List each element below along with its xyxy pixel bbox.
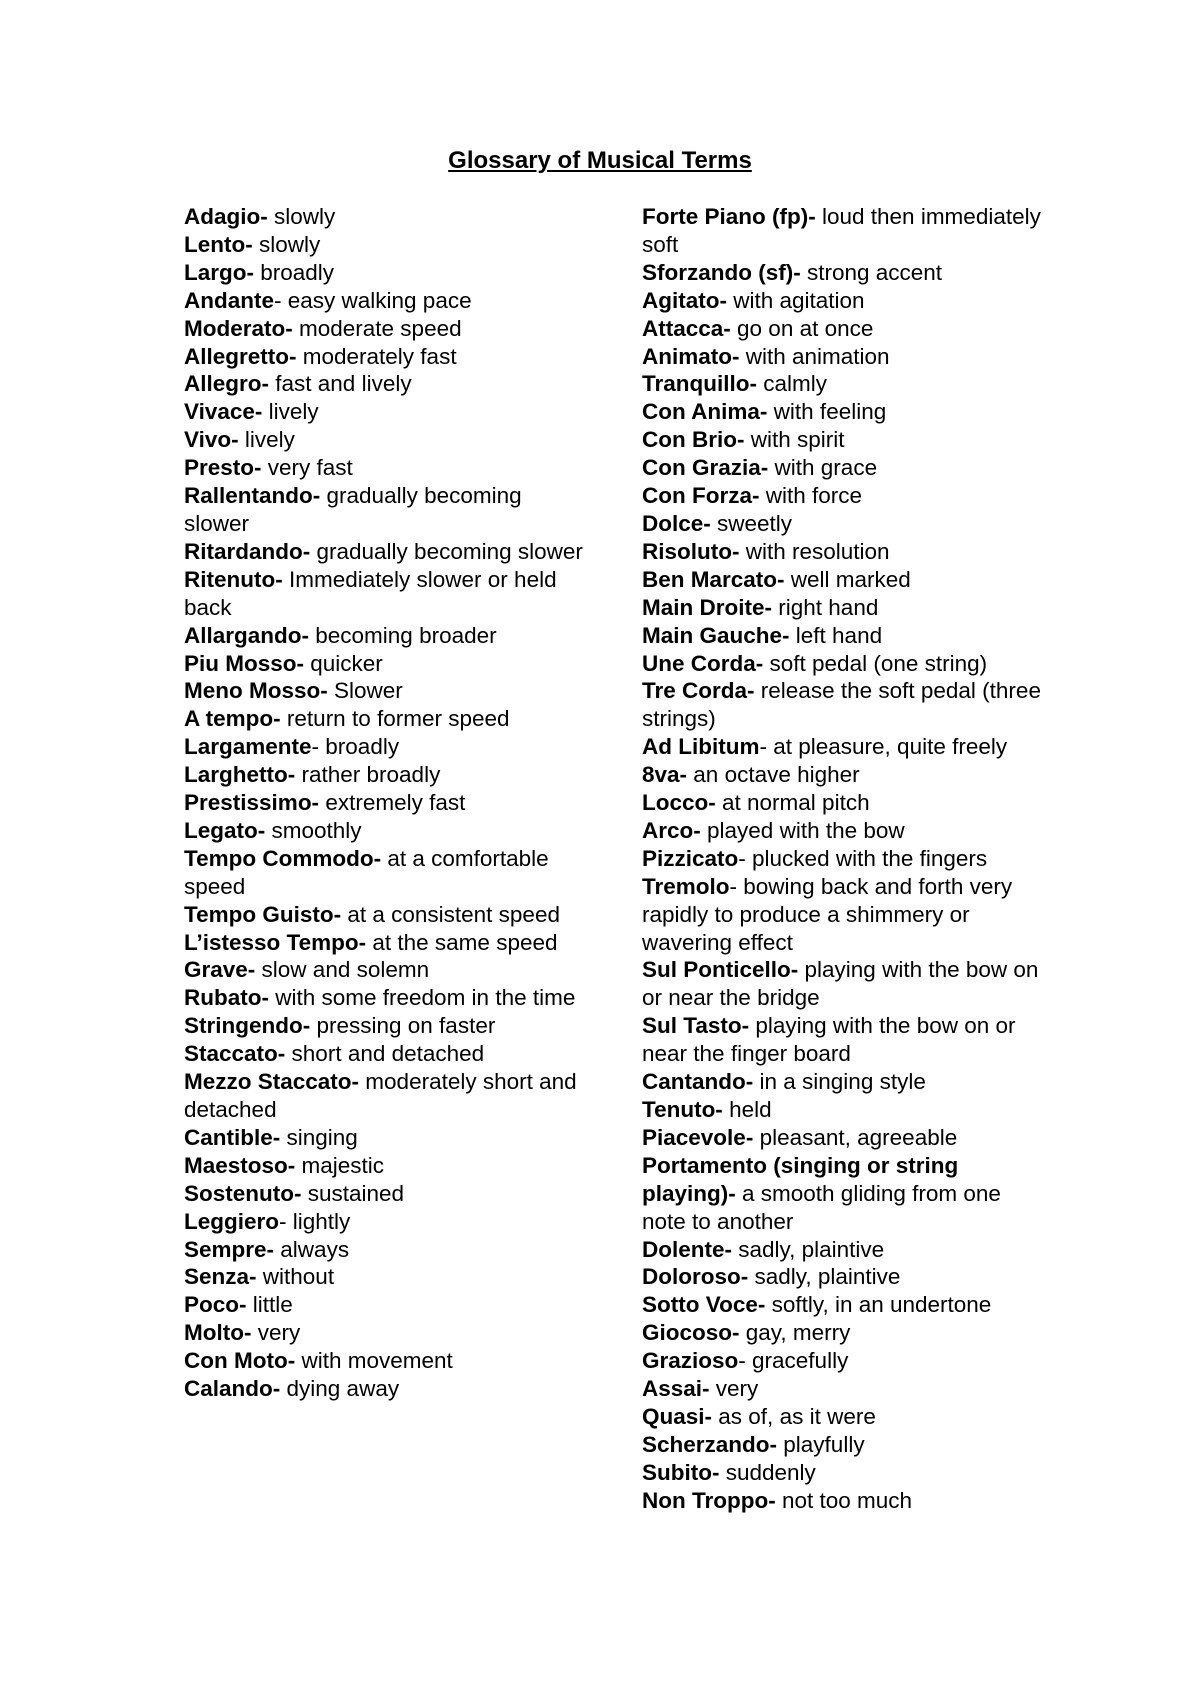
glossary-entry	[642, 873, 1047, 957]
glossary-term: Doloroso-	[642, 1264, 749, 1290]
glossary-term: Locco-	[642, 790, 716, 816]
glossary-term: Main Gauche-	[642, 622, 790, 648]
glossary-term: Molto-	[184, 1320, 252, 1346]
glossary-definition: fast and lively	[269, 371, 412, 397]
glossary-definition: gradually becoming slower	[310, 538, 583, 564]
glossary-definition: left hand	[789, 622, 883, 648]
glossary-entry	[184, 705, 584, 733]
glossary-definition: very	[709, 1376, 759, 1402]
glossary-term: Tremolo	[642, 873, 730, 899]
glossary-entry	[642, 789, 1047, 817]
glossary-entry	[642, 761, 1047, 789]
glossary-definition: dying away	[280, 1376, 400, 1402]
glossary-definition: moderately fast	[296, 343, 457, 369]
glossary-entry	[642, 398, 1047, 426]
glossary-entry	[184, 1152, 584, 1180]
glossary-definition: - bowing back and forth very rapidly to produce a shimmery or wavering effect	[642, 873, 1013, 955]
glossary-definition: moderate speed	[292, 315, 462, 341]
glossary-entry	[642, 510, 1047, 538]
glossary-term: Ad Libitum	[642, 734, 760, 760]
glossary-term: Forte Piano (fp)-	[642, 204, 816, 229]
glossary-definition: with feeling	[767, 399, 887, 425]
glossary-definition: at the same speed	[366, 929, 558, 955]
glossary-term: Calando-	[184, 1376, 281, 1402]
glossary-term: Con Anima-	[642, 399, 768, 425]
glossary-term: Vivace-	[184, 399, 263, 425]
glossary-definition: at normal pitch	[715, 790, 870, 816]
glossary-entry	[184, 929, 584, 957]
glossary-term: Piu Mosso-	[184, 650, 305, 676]
glossary-term: Con Moto-	[184, 1348, 296, 1374]
glossary-term: Tre Corda-	[642, 678, 755, 704]
glossary-entry	[184, 789, 584, 817]
glossary-term: Tempo Guisto-	[184, 901, 342, 927]
glossary-definition: quicker	[304, 650, 383, 676]
glossary-definition: very	[251, 1320, 301, 1346]
glossary-definition: pressing on faster	[310, 1013, 496, 1039]
glossary-term: Rallentando-	[184, 483, 321, 509]
glossary-entry	[642, 566, 1047, 594]
glossary-term: Risoluto-	[642, 538, 740, 564]
glossary-entry	[184, 845, 584, 901]
glossary-term: Senza-	[184, 1264, 257, 1290]
glossary-definition: with resolution	[739, 538, 890, 564]
glossary-term: Scherzando-	[642, 1431, 778, 1457]
glossary-definition: strong accent	[800, 259, 943, 285]
glossary-entry	[184, 454, 584, 482]
glossary-definition: softly, in an undertone	[765, 1292, 992, 1318]
glossary-term: Grave-	[184, 957, 256, 983]
glossary-term: Rubato-	[184, 985, 269, 1011]
glossary-definition: with force	[759, 483, 863, 509]
glossary-definition: slowly	[267, 204, 336, 229]
glossary-definition: slowly	[252, 231, 321, 257]
glossary-entry	[642, 1236, 1047, 1264]
glossary-term: Moderato-	[184, 315, 293, 341]
glossary-term: Vivo-	[184, 427, 239, 453]
glossary-term: Largamente	[184, 734, 312, 760]
glossary-definition: sustained	[301, 1180, 405, 1206]
glossary-entry	[184, 1236, 584, 1264]
glossary-definition: as of, as it were	[712, 1403, 876, 1429]
glossary-entry	[642, 343, 1047, 371]
glossary-entry	[642, 1431, 1047, 1459]
glossary-term: Sul Ponticello-	[642, 957, 799, 983]
glossary-definition: extremely fast	[319, 790, 466, 816]
glossary-definition: with spirit	[744, 427, 845, 453]
glossary-definition: soft pedal (one string)	[763, 650, 988, 676]
glossary-entry	[184, 1124, 584, 1152]
glossary-entry	[184, 343, 584, 371]
glossary-entry	[642, 1487, 1047, 1515]
glossary-entry	[642, 1152, 1047, 1236]
glossary-entry	[184, 566, 584, 622]
glossary-entry	[642, 594, 1047, 622]
glossary-entry	[184, 426, 584, 454]
glossary-entry	[184, 482, 584, 538]
glossary-definition: becoming broader	[309, 622, 497, 648]
glossary-definition: well marked	[784, 566, 911, 592]
glossary-definition: little	[246, 1292, 293, 1318]
glossary-term: Allargando-	[184, 622, 310, 648]
glossary-term: Piacevole-	[642, 1124, 754, 1150]
glossary-entry	[184, 1319, 584, 1347]
glossary-term: A tempo-	[184, 706, 281, 732]
glossary-term: Pizzicato	[642, 845, 739, 871]
glossary-entry	[642, 1068, 1047, 1096]
glossary-definition: at a consistent speed	[341, 901, 560, 927]
page-title: Glossary of Musical Terms	[448, 147, 752, 174]
glossary-entry	[184, 1208, 584, 1236]
glossary-entry	[642, 677, 1047, 733]
glossary-term: Maestoso-	[184, 1152, 296, 1178]
glossary-entry	[184, 1263, 584, 1291]
glossary-definition: sadly, plaintive	[732, 1236, 885, 1262]
glossary-definition: majestic	[295, 1152, 385, 1178]
glossary-term: Sotto Voce-	[642, 1292, 766, 1318]
glossary-entry	[184, 1012, 584, 1040]
glossary-term: Cantible-	[184, 1124, 281, 1150]
glossary-definition: Immediately slower or held back	[184, 566, 557, 620]
glossary-term: Portamento (singing or string playing)-	[642, 1152, 959, 1206]
glossary-entry	[184, 622, 584, 650]
glossary-entry	[184, 817, 584, 845]
glossary-entry	[184, 901, 584, 929]
glossary-entry	[642, 1459, 1047, 1487]
glossary-entry	[184, 1040, 584, 1068]
glossary-term: Larghetto-	[184, 762, 296, 788]
glossary-term: Prestissimo-	[184, 790, 320, 816]
glossary-definition: calmly	[757, 371, 828, 397]
glossary-definition: - lightly	[279, 1208, 351, 1234]
glossary-entry	[184, 538, 584, 566]
glossary-definition: with agitation	[726, 287, 865, 313]
glossary-entry	[642, 454, 1047, 482]
glossary-entry	[184, 1347, 584, 1375]
glossary-term: Arco-	[642, 817, 701, 843]
glossary-definition: without	[256, 1264, 335, 1290]
glossary-definition: gradually becoming slower	[184, 483, 522, 536]
glossary-entry	[184, 677, 584, 705]
glossary-entry	[642, 817, 1047, 845]
glossary-definition: lively	[238, 427, 295, 453]
glossary-term: Assai-	[642, 1376, 710, 1402]
glossary-definition: with animation	[739, 343, 890, 369]
glossary-definition: always	[274, 1236, 350, 1262]
glossary-entry	[184, 1291, 584, 1319]
glossary-definition: played with the bow	[700, 817, 905, 843]
glossary-definition: with some freedom in the time	[268, 985, 576, 1011]
glossary-term: Con Forza-	[642, 483, 760, 509]
glossary-term: Staccato-	[184, 1041, 286, 1067]
glossary-entry	[642, 203, 1047, 259]
glossary-term: Une Corda-	[642, 650, 764, 676]
glossary-term: L’istesso Tempo-	[184, 929, 367, 955]
glossary-entry	[184, 370, 584, 398]
glossary-entry	[642, 287, 1047, 315]
glossary-entry	[642, 1403, 1047, 1431]
glossary-definition: - gracefully	[738, 1348, 849, 1374]
glossary-entry	[642, 622, 1047, 650]
glossary-term: Subito-	[642, 1459, 720, 1485]
glossary-definition: sadly, plaintive	[748, 1264, 901, 1290]
glossary-entry	[642, 482, 1047, 510]
glossary-term: Dolente-	[642, 1236, 732, 1262]
glossary-definition: singing	[280, 1124, 358, 1150]
glossary-term: Andante	[184, 287, 274, 313]
glossary-definition: slow and solemn	[255, 957, 430, 983]
glossary-entry	[184, 1180, 584, 1208]
glossary-definition: suddenly	[719, 1459, 816, 1485]
glossary-column-right	[642, 203, 1047, 1515]
glossary-term: Agitato-	[642, 287, 727, 313]
glossary-term: Grazioso	[642, 1348, 739, 1374]
glossary-entry	[184, 650, 584, 678]
glossary-column-left	[184, 203, 584, 1403]
glossary-term: 8va-	[642, 762, 688, 788]
glossary-definition: with grace	[768, 455, 878, 481]
glossary-entry	[642, 1347, 1047, 1375]
glossary-term: Tenuto-	[642, 1097, 723, 1122]
glossary-term: Meno Mosso-	[184, 678, 328, 704]
glossary-entry	[642, 1291, 1047, 1319]
glossary-term: Ritenuto-	[184, 566, 283, 592]
glossary-entry	[184, 733, 584, 761]
glossary-definition: not too much	[775, 1487, 913, 1513]
glossary-definition: pleasant, agreeable	[753, 1124, 958, 1150]
glossary-definition: moderately short and detached	[184, 1069, 577, 1122]
glossary-definition: gay, merry	[739, 1320, 851, 1346]
glossary-entry	[642, 1012, 1047, 1068]
glossary-term: Cantando-	[642, 1069, 754, 1095]
glossary-entry	[184, 287, 584, 315]
glossary-term: Quasi-	[642, 1403, 713, 1429]
glossary-entry	[184, 984, 584, 1012]
glossary-term: Tranquillo-	[642, 371, 757, 397]
glossary-definition: right hand	[772, 594, 879, 620]
glossary-definition: a smooth gliding from one note to another	[642, 1180, 1001, 1234]
glossary-entry	[642, 845, 1047, 873]
glossary-term: Dolce-	[642, 510, 711, 536]
glossary-term: Sempre-	[184, 1236, 275, 1262]
glossary-term: Largo-	[184, 259, 254, 285]
glossary-term: Ritardando-	[184, 538, 311, 564]
glossary-term: Poco-	[184, 1292, 247, 1318]
glossary-entry	[184, 398, 584, 426]
glossary-definition: an octave higher	[687, 762, 860, 788]
glossary-term: Giocoso-	[642, 1320, 740, 1346]
glossary-definition: lively	[262, 399, 319, 425]
glossary-entry	[642, 1096, 1047, 1124]
glossary-term: Sul Tasto-	[642, 1013, 750, 1039]
glossary-definition: smoothly	[265, 817, 362, 843]
glossary-term: Legato-	[184, 817, 266, 843]
glossary-entry	[184, 231, 584, 259]
glossary-entry	[184, 259, 584, 287]
glossary-term: Tempo Commodo-	[184, 845, 382, 871]
glossary-entry	[642, 370, 1047, 398]
glossary-entry	[642, 1263, 1047, 1291]
glossary-definition: short and detached	[285, 1041, 485, 1067]
glossary-term: Mezzo Staccato-	[184, 1069, 360, 1095]
glossary-entry	[642, 1124, 1047, 1152]
glossary-entry	[184, 203, 584, 231]
glossary-term: Stringendo-	[184, 1013, 311, 1039]
glossary-entry	[642, 1375, 1047, 1403]
glossary-definition: sweetly	[710, 510, 793, 536]
glossary-term: Animato-	[642, 343, 740, 369]
glossary-entry	[642, 315, 1047, 343]
glossary-definition: rather broadly	[295, 762, 441, 788]
glossary-definition: - plucked with the fingers	[738, 845, 988, 871]
glossary-term: Ben Marcato-	[642, 566, 785, 592]
glossary-definition: playfully	[777, 1431, 865, 1457]
glossary-definition: go on at once	[730, 315, 874, 341]
glossary-term: Main Droite-	[642, 594, 773, 620]
glossary-entry	[642, 1319, 1047, 1347]
glossary-term: Leggiero	[184, 1208, 280, 1234]
glossary-entry	[642, 426, 1047, 454]
glossary-entry	[184, 761, 584, 789]
glossary-definition: - easy walking pace	[274, 287, 472, 313]
glossary-term: Attacca-	[642, 315, 731, 341]
glossary-term: Adagio-	[184, 204, 268, 229]
glossary-entry	[642, 538, 1047, 566]
glossary-term: Presto-	[184, 455, 262, 481]
glossary-definition: - at pleasure, quite freely	[759, 734, 1008, 760]
glossary-definition: - broadly	[311, 734, 400, 760]
glossary-definition: at a comfortable speed	[184, 845, 549, 899]
glossary-entry	[184, 1375, 584, 1403]
glossary-term: Allegro-	[184, 371, 270, 397]
glossary-definition: release the soft pedal (three strings)	[642, 678, 1041, 732]
glossary-entry	[184, 956, 584, 984]
glossary-definition: held	[722, 1097, 772, 1122]
glossary-definition: playing with the bow on or near the finger board	[642, 1013, 1016, 1067]
glossary-definition: loud then immediately soft	[642, 204, 1041, 257]
glossary-entry	[184, 315, 584, 343]
glossary-definition: Slower	[327, 678, 403, 704]
glossary-term: Sforzando (sf)-	[642, 259, 801, 285]
glossary-entry	[642, 259, 1047, 287]
glossary-term: Allegretto-	[184, 343, 297, 369]
glossary-term: Non Troppo-	[642, 1487, 776, 1513]
glossary-term: Con Brio-	[642, 427, 745, 453]
glossary-definition: broadly	[254, 259, 335, 285]
glossary-definition: with movement	[295, 1348, 453, 1374]
glossary-term: Con Grazia-	[642, 455, 769, 481]
glossary-term: Lento-	[184, 231, 253, 257]
glossary-entry	[184, 1068, 584, 1124]
glossary-entry	[642, 956, 1047, 1012]
glossary-definition: in a singing style	[753, 1069, 926, 1095]
glossary-definition: return to former speed	[280, 706, 510, 732]
glossary-entry	[642, 650, 1047, 678]
glossary-definition: very fast	[261, 455, 353, 481]
glossary-term: Sostenuto-	[184, 1180, 302, 1206]
glossary-definition: playing with the bow on or near the bridge	[642, 957, 1039, 1011]
glossary-entry	[642, 733, 1047, 761]
